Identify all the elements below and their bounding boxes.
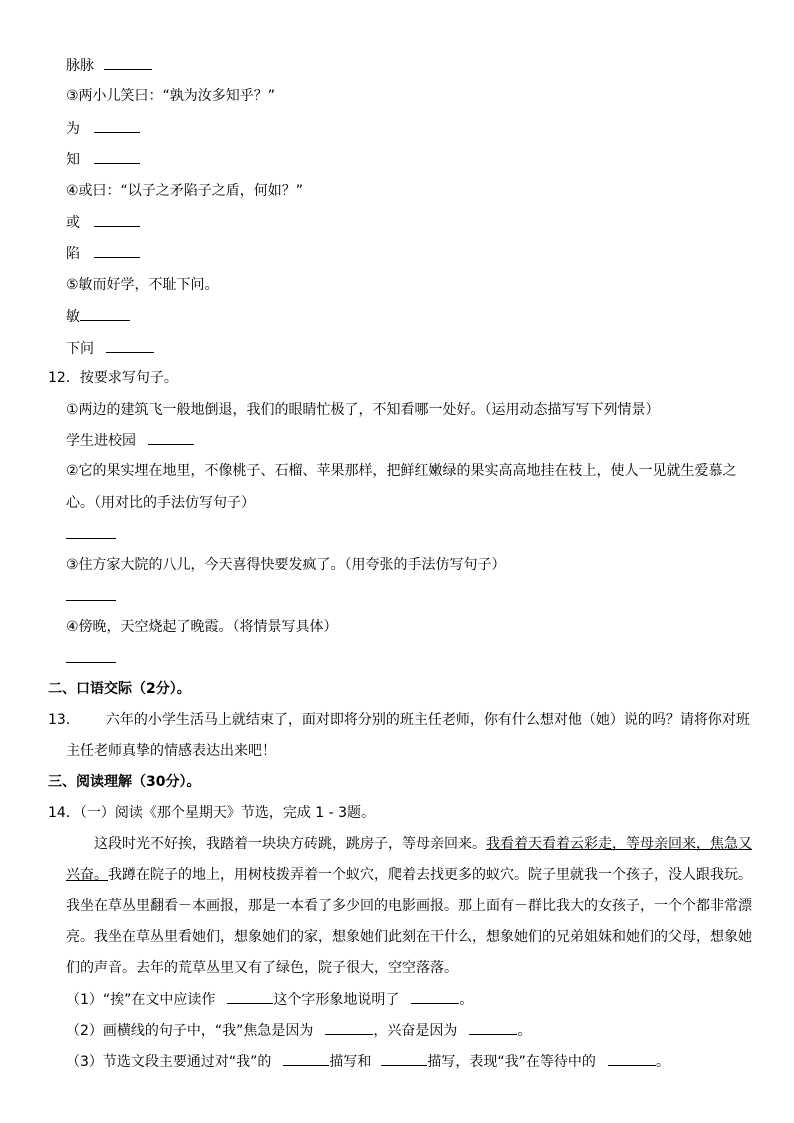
answer-blank[interactable] bbox=[227, 989, 273, 1004]
question-12-item-3-answer bbox=[66, 586, 116, 607]
sub-question-2: （2）画横线的句子中，“我”焦急是因为 ，兴奋是因为 。 bbox=[66, 1020, 531, 1041]
question-14-title: 14．（一）阅读《那个星期天》节选，完成 1 - 3题。 bbox=[48, 805, 376, 821]
answer-blank[interactable] bbox=[66, 648, 116, 663]
passage-line-5: 们的声音。去年的荒草丛里又有了绿色，院子很大，空空落落。 bbox=[66, 960, 458, 976]
vocab-line-wei: 为 bbox=[66, 118, 140, 139]
passage-line-4: 亮。我坐在草丛里看她们，想象她们的家，想象她们此刻在干什么，想象她们的兄弟姐妹和她们的父母，想象她 bbox=[66, 929, 752, 945]
question-item-3: ③两小儿笑曰：“孰为汝多知乎？” bbox=[66, 88, 276, 104]
question-13-line-1: 13． 六年的小学生活马上就结束了，面对即将分别的班主任老师，你有什么想对他（她）说的吗？请将你对班 bbox=[48, 712, 750, 728]
answer-blank[interactable] bbox=[325, 1020, 373, 1035]
answer-blank[interactable] bbox=[94, 149, 140, 164]
answer-blank[interactable] bbox=[94, 243, 140, 258]
question-item-5: ⑤敏而好学，不耻下问。 bbox=[66, 277, 219, 293]
passage-line-3: 我坐在草丛里翻看－本画报，那是一本看了多少回的电影画报。那上面有－群比我大的女孩子，一个个都非常漂 bbox=[66, 898, 752, 914]
answer-blank[interactable] bbox=[66, 586, 116, 601]
sub-question-1: （1）“挨”在文中应读作 这个字形象地说明了 。 bbox=[66, 989, 473, 1010]
question-12-title: 12．按要求写句子。 bbox=[48, 370, 178, 386]
answer-blank[interactable] bbox=[94, 118, 140, 133]
underlined-sentence-end: 兴奋。 bbox=[66, 867, 108, 883]
question-item-4: ④或曰：“以子之矛陷子之盾，何如？” bbox=[66, 183, 304, 199]
question-12-item-2-line-2: 心。（用对比的手法仿写句子） bbox=[66, 495, 255, 511]
vocab-line-xiawen: 下问 bbox=[66, 338, 154, 359]
vocab-line-maimai: 脉脉 bbox=[66, 55, 152, 76]
answer-blank[interactable] bbox=[469, 1020, 517, 1035]
vocab-line-min: 敏 bbox=[66, 306, 130, 327]
vocab-line-xian: 陷 bbox=[66, 243, 140, 264]
question-13-line-2: 主任老师真挚的情感表达出来吧！ bbox=[66, 743, 276, 759]
underlined-sentence: 我看着天看着云彩走，等母亲回来，焦急又 bbox=[486, 836, 752, 852]
answer-blank[interactable] bbox=[66, 524, 116, 539]
answer-blank[interactable] bbox=[94, 212, 140, 227]
sub-question-3: （3）节选文段主要通过对“我”的 描写和 描写，表现“我”在等待中的 。 bbox=[66, 1051, 670, 1072]
vocab-line-huo: 或 bbox=[66, 212, 140, 233]
question-12-item-4-answer bbox=[66, 648, 116, 669]
answer-blank[interactable] bbox=[608, 1051, 656, 1066]
question-12-item-1-prompt: 学生进校园 bbox=[66, 430, 194, 451]
passage-line-1: 这段时光不好挨，我踏着一块块方砖跳，跳房子，等母亲回来。我看着天看着云彩走，等母亲回来，焦急又 bbox=[94, 836, 752, 852]
answer-blank[interactable] bbox=[80, 306, 130, 321]
question-12-item-1: ①两边的建筑飞一般地倒退，我们的眼睛忙极了，不知看哪一处好。（运用动态描写写下列情景） bbox=[66, 402, 660, 418]
answer-blank[interactable] bbox=[283, 1051, 329, 1066]
section-3-heading: 三、阅读理解（30分）。 bbox=[48, 774, 201, 790]
answer-blank[interactable] bbox=[106, 338, 154, 353]
question-12-item-3: ③住方家大院的八儿，今天喜得快要发疯了。（用夸张的手法仿写句子） bbox=[66, 557, 506, 573]
answer-blank[interactable] bbox=[148, 430, 194, 445]
vocab-line-zhi: 知 bbox=[66, 149, 140, 170]
question-12-item-4: ④傍晚，天空烧起了晚霞。（将情景写具体） bbox=[66, 619, 338, 635]
answer-blank[interactable] bbox=[104, 55, 152, 70]
question-12-item-2-line-1: ②它的果实埋在地里，不像桃子、石榴、苹果那样，把鲜红嫩绿的果实高高地挂在枝上，使人一见就生爱慕之 bbox=[66, 463, 737, 479]
answer-blank[interactable] bbox=[381, 1051, 427, 1066]
section-2-heading: 二、口语交际（2分）。 bbox=[48, 681, 191, 697]
answer-blank[interactable] bbox=[411, 989, 459, 1004]
passage-line-2: 兴奋。我蹲在院子的地上，用树枝拨弄着一个蚁穴，爬着去找更多的蚁穴。院子里就我一个孩子，没人跟我玩。 bbox=[66, 867, 752, 883]
question-12-item-2-answer bbox=[66, 524, 116, 545]
